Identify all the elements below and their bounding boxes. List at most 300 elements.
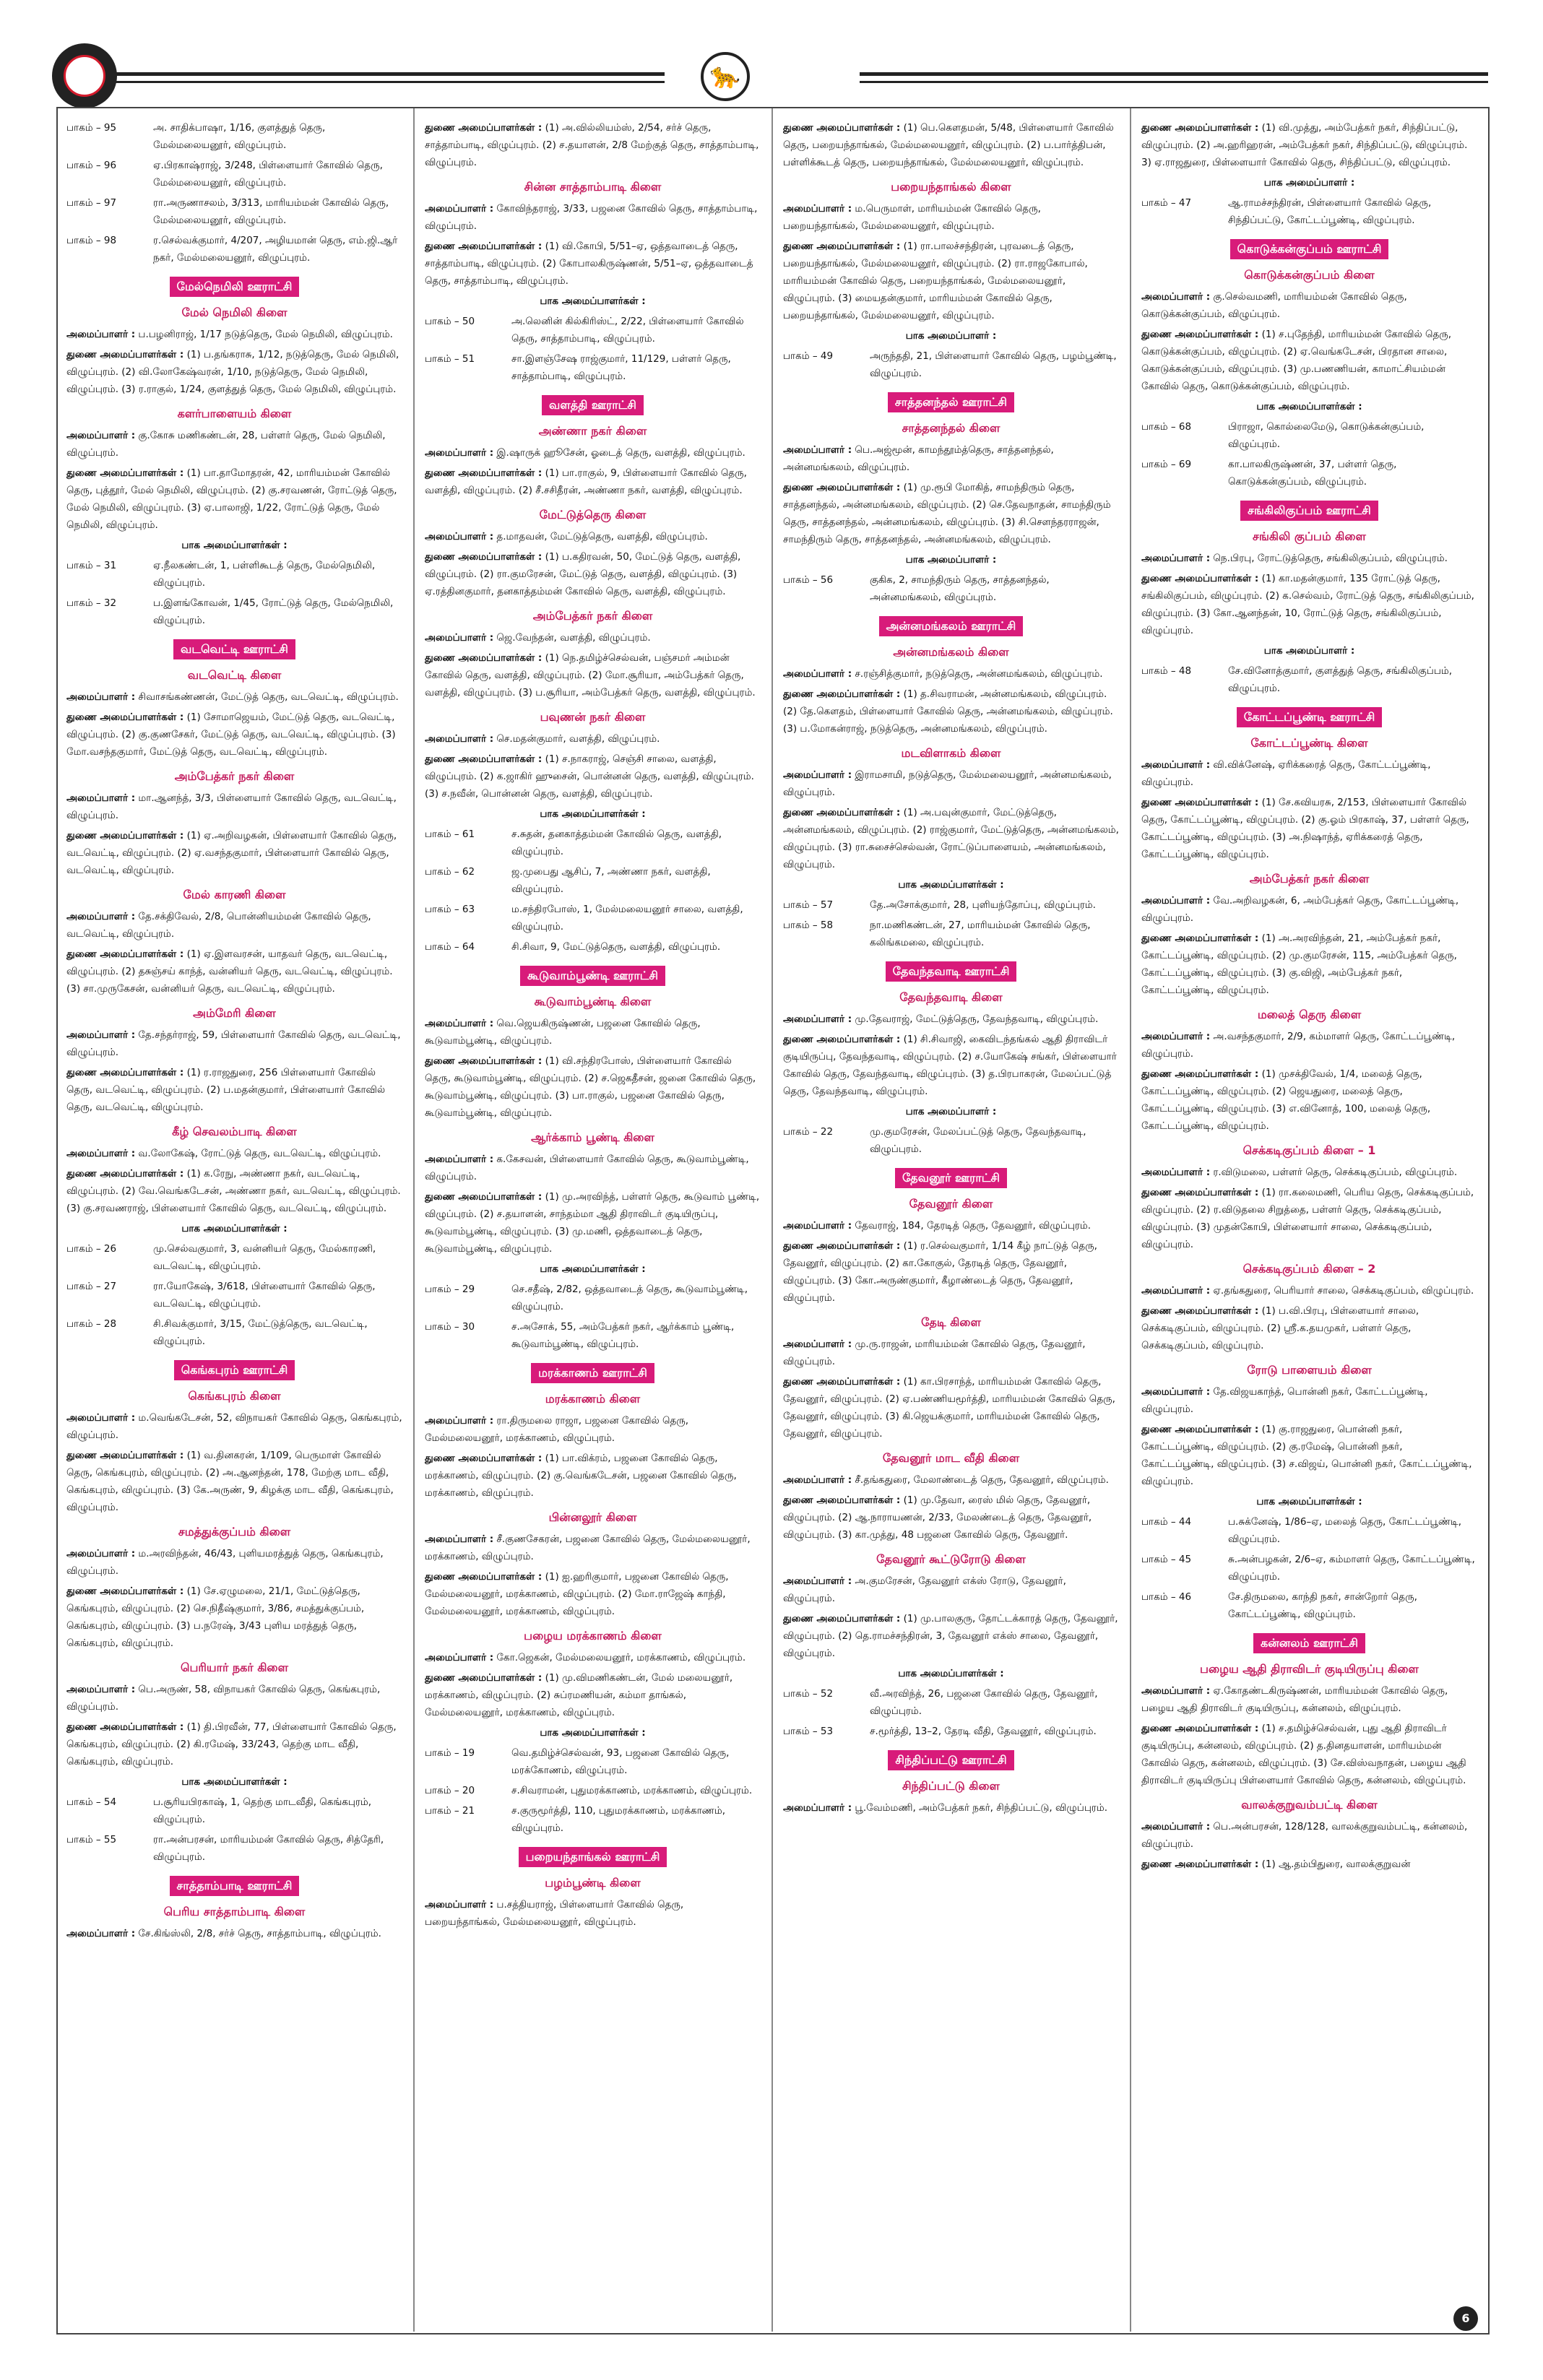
role-label: துணை அமைப்பாளர்கள் : (1141, 122, 1259, 134)
branch-heading: அண்ணா நகர் கிளை (538, 424, 647, 438)
role-label: அமைப்பாளர் : (66, 691, 136, 703)
booth-number: பாகம் – 97 (66, 197, 117, 209)
booth-organiser-address: ஏ.பிரகாஷ்ராஜ், 3/248, பிள்ளையார் கோவில் தெரு, மேல்மலையனூர், விழுப்புரம். (153, 160, 383, 189)
booth-entry (66, 557, 402, 592)
organiser-details: தேவராஜ், 184, தேரடித் தெரு, தேவனூர், விழுப்புரம். (855, 1220, 1092, 1232)
organiser-entry (425, 1568, 761, 1620)
branch-heading: அம்பேத்கர் நகர் கிளை (1249, 872, 1370, 886)
organiser-entry (783, 238, 1119, 324)
organiser-entry (1141, 1184, 1477, 1253)
booth-organiser-address: நா.மணிகண்டன், 27, மாரியம்மன் கோவில் தெரு, கலிங்கமலை, விழுப்புரம். (870, 919, 1091, 948)
booth-number: பாகம் – 63 (425, 904, 475, 915)
booth-number: பாகம் – 19 (425, 1747, 475, 1759)
booth-section-heading: பாக அமைப்பாளர் : (905, 330, 997, 342)
organiser-details: சே.கிங்ஸ்லி, 2/8, சர்ச் தெரு, சாத்தாம்பாடி, விழுப்புரம். (138, 1928, 381, 1939)
branch-heading: பறையந்தாங்கல் கிளை (891, 180, 1011, 194)
role-label: அமைப்பாளர் : (783, 668, 852, 680)
role-label: அமைப்பாளர் : (1141, 553, 1211, 564)
booth-entry (66, 194, 402, 229)
booth-entry (783, 1723, 1119, 1740)
booth-entry (1141, 1551, 1477, 1585)
organiser-entry (425, 200, 761, 235)
role-label: அமைப்பாளர் : (1141, 895, 1211, 906)
branch-heading: சங்கிலி குப்பம் கிளை (1253, 529, 1366, 543)
booth-entry (425, 901, 761, 935)
booth-number: பாகம் – 53 (783, 1726, 834, 1737)
booth-entry (425, 1281, 761, 1315)
role-label: அமைப்பாளர் : (425, 632, 494, 644)
role-label: அமைப்பாளர் : (1141, 1821, 1211, 1832)
branch-heading: அன்னமங்கலம் கிளை (893, 645, 1009, 659)
role-label: துணை அமைப்பாளர்கள் : (783, 688, 901, 700)
organiser-entry (425, 1450, 761, 1502)
organiser-details: (1) சே.ஏழுமலை, 21/1, மேட்டுத்தெரு, கெங்கபுரம், விழுப்புரம். (2) செ.நிதீஷ்குமார், 3/86, சமத்துக்குப்பம், கெங்கபுரம், விழுப்புரம். (3) ப.நரேஷ், 3/43 புளிய மரத்துத் தெரு, கெங்கபுரம், விழுப்புரம். (66, 1585, 365, 1649)
organiser-entry (783, 1217, 1119, 1234)
booth-organiser-address: ஜ.முபைது ஆசிப், 7, அண்ணா நகர், வளத்தி, விழுப்புரம். (511, 866, 711, 895)
booth-section-heading: பாக அமைப்பாளர்கள் : (1256, 1496, 1362, 1507)
organiser-details: வே.அறிவழகன், 6, அம்பேத்கர் தெரு, கோட்டப்பூண்டி, விழுப்புரம். (1141, 895, 1459, 924)
role-label: அமைப்பாளர் : (66, 1029, 136, 1041)
organiser-details: வெ.ஜெயகிருஷ்ணன், பஜனை கோவில் தெரு, கூடுவாம்பூண்டி, விழுப்புரம். (425, 1018, 701, 1047)
booth-organiser-address: ச.அசோக், 55, அம்பேத்கர் நகர், ஆர்க்காம் பூண்டி, கூடுவாம்பூண்டி, விழுப்புரம். (511, 1321, 735, 1350)
booth-entry (66, 157, 402, 191)
booth-number: பாகம் – 96 (66, 160, 117, 171)
panchayat-banner: கெங்கபுரம் ஊராட்சி (174, 1360, 295, 1380)
booth-entry (425, 1782, 761, 1799)
booth-section-heading: பாக அமைப்பாளர்கள் : (181, 540, 288, 551)
booth-organiser-address: சே.வினோத்குமார், குளத்துத் தெரு, சங்கிலிகுப்பம், விழுப்புரம். (1228, 665, 1453, 694)
organiser-entry (66, 1925, 402, 1942)
organiser-entry (1141, 1421, 1477, 1490)
branch-heading: அம்மேரி கிளை (193, 1006, 276, 1020)
organiser-entry (425, 444, 761, 462)
role-label: துணை அமைப்பாளர்கள் : (66, 1450, 184, 1461)
branch-heading: கெங்கபுரம் கிளை (188, 1389, 281, 1403)
booth-number: பாகம் – 27 (66, 1281, 117, 1292)
booth-organiser-address: சி.சிவா, 9, மேட்டுத்தெரு, வளத்தி, விழுப்புரம். (511, 941, 721, 953)
organiser-entry (1141, 1282, 1477, 1299)
organiser-entry (783, 119, 1119, 171)
booth-section-heading: பாக அமைப்பாளர்கள் : (540, 1727, 646, 1739)
organiser-details: (1) க.ரேநு, அண்ணா நகர், வடவெட்டி, விழுப்புரம். (2) வே.வெங்கடேசன், அண்ணா நகர், வடவெட்டி, விழுப்புரம். (3) கு.சரவணராஜ், பிள்ளையார் கோவில் தெரு, வடவெட்டி, விழுப்புரம். (66, 1168, 401, 1214)
branch-heading: கோட்டப்பூண்டி கிளை (1250, 736, 1368, 750)
booth-number: பாகம் – 45 (1141, 1554, 1192, 1565)
organiser-details: (1) பா.விக்ரம், பஜனை கோவில் தெரு, மரக்காணம், விழுப்புரம். (2) கு.வெங்கடேசன், பஜனை கோவில் தெரு, மரக்காணம், விழுப்புரம். (425, 1453, 737, 1499)
booth-section-heading: பாக அமைப்பாளர்கள் : (540, 295, 646, 307)
organiser-details: (1) ரா.கலைமணி, பெரிய தெரு, செக்கடிகுப்பம், விழுப்புரம். (2) ர.விடுதலை சிறுத்தை, பள்ளர் தெரு, செக்கடிகுப்பம், விழுப்புரம். (3) முதன்கோபி, பிள்ளையார் சாலை, செக்கடிகுப்பம், விழுப்புரம். (1141, 1187, 1474, 1250)
booth-organiser-address: ரா.யோகேஷ், 3/618, பிள்ளையார் கோவில் தெரு, வடவெட்டி, விழுப்புரம். (153, 1281, 376, 1310)
booth-number: பாகம் – 22 (783, 1126, 834, 1138)
organiser-details: (1) மு.அரவிந்த், பள்ளர் தெரு, கூடுவாம் பூண்டி, விழுப்புரம். (2) ச.தயாளன், சாந்தம்மா ஆதி திராவிடர் குடியிருப்பு, கூடுவாம்பூண்டி, விழுப்புரம். (3) மு.மணி, ஒத்தவாடைத் தெரு, கூடுவாம்பூண்டி, விழுப்புரம். (425, 1191, 760, 1255)
panchayat-banner: சங்கிலிகுப்பம் ஊராட்சி (1240, 501, 1378, 521)
organiser-details: மு.ரு.ராஜன், மாரியம்மன் கோவில் தெரு, தேவனூர், விழுப்புரம். (783, 1338, 1086, 1367)
booth-entry (783, 1685, 1119, 1720)
booth-number: பாகம் – 55 (66, 1834, 117, 1845)
organiser-entry (783, 1572, 1119, 1607)
branch-heading: தேடி கிளை (921, 1315, 981, 1329)
organiser-details: பெ.அருண், 58, விநாயகர் கோவில் தெரு, கெங்கபுரம், விழுப்புரம். (66, 1684, 381, 1713)
organiser-entry (783, 766, 1119, 801)
booth-number: பாகம் – 57 (783, 899, 834, 911)
organiser-entry (66, 1145, 402, 1162)
booth-section-heading: பாக அமைப்பாளர்கள் : (540, 808, 646, 820)
column-4 (1141, 119, 1477, 2319)
organiser-details: ம.அரவிந்தன், 46/43, புளியமரத்துத் தெரு, கெங்கபுரம், விழுப்புரம். (66, 1548, 384, 1577)
branch-heading: சமத்துக்குப்பம் கிளை (178, 1525, 291, 1539)
booth-number: பாகம் – 29 (425, 1284, 475, 1295)
organiser-entry (783, 1031, 1119, 1100)
organiser-entry (1141, 288, 1477, 323)
organiser-details: ப.சத்தியராஜ், பிள்ளையார் கோவில் தெரு, பறையந்தாங்கல், மேல்மலையனூர், விழுப்புரம். (425, 1899, 684, 1928)
role-label: அமைப்பாளர் : (783, 1802, 852, 1814)
organiser-details: கு.கோசு மணிகண்டன், 28, பள்ளர் தெரு, மேல் நெமிலி, விழுப்புரம். (66, 430, 386, 459)
booth-entry (66, 594, 402, 629)
role-label: துணை அமைப்பாளர்கள் : (66, 349, 184, 360)
role-label: துணை அமைப்பாளர்கள் : (66, 1585, 184, 1597)
organiser-entry (66, 688, 402, 706)
branch-heading: மரக்காணம் கிளை (545, 1392, 641, 1406)
organiser-details: (1) பெ.கௌதமன், 5/48, பிள்ளையார் கோவில் தெரு, பறையந்தாங்கல், மேல்மலையனூர், விழுப்புரம். (2) ப.பார்த்திபன், பள்ளிக்கூடத் தெரு, பறையந்தாங்கல், மேல்மலையனூர், விழுப்புரம். (783, 122, 1114, 168)
organiser-entry (783, 685, 1119, 737)
branch-heading: கூடுவாம்பூண்டி கிளை (534, 995, 652, 1008)
role-label: அமைப்பாளர் : (783, 1474, 852, 1486)
booth-entry (425, 350, 761, 385)
organiser-entry (66, 709, 402, 761)
booth-entry (1141, 456, 1477, 490)
branch-heading: சிந்திப்பட்டு கிளை (902, 1779, 1000, 1793)
organiser-entry (425, 548, 761, 600)
role-label: துணை அமைப்பாளர்கள் : (66, 1168, 184, 1180)
booth-number: பாகம் – 32 (66, 597, 117, 609)
booth-entry (783, 1123, 1119, 1158)
organiser-entry (783, 441, 1119, 476)
role-label: அமைப்பாளர் : (425, 1652, 494, 1663)
organiser-entry (783, 665, 1119, 683)
booth-number: பாகம் – 48 (1141, 665, 1192, 677)
role-label: அமைப்பாளர் : (1141, 1685, 1211, 1697)
booth-entry (783, 571, 1119, 606)
booth-entry (66, 232, 402, 267)
role-label: அமைப்பாளர் : (66, 1412, 136, 1424)
organiser-details: ஏ.கோதண்டகிருஷ்ணன், மாரியம்மன் கோவில் தெரு, பழைய ஆதி திராவிடர் குடியிருப்பு, கன்னலம், விழுப்புரம். (1141, 1685, 1448, 1714)
role-label: அமைப்பாளர் : (425, 733, 494, 745)
organiser-entry (1141, 1856, 1477, 1873)
organiser-entry (1141, 1065, 1477, 1135)
branch-heading: மேட்டுத்தெரு கிளை (539, 508, 647, 522)
organiser-details: ம.வெங்கடேசன், 52, விநாயகர் கோவில் தெரு, கெங்கபுரம், விழுப்புரம். (66, 1412, 402, 1441)
booth-number: பாகம் – 21 (425, 1805, 475, 1817)
logo-circle-icon (52, 43, 117, 108)
booth-organiser-address: ப.சூரியபிரகாஷ், 1, தெற்கு மாடவீதி, கெங்கபுரம், விழுப்புரம். (153, 1796, 372, 1825)
booth-entry (1141, 662, 1477, 697)
booth-section-heading: பாக அமைப்பாளர் : (905, 1106, 997, 1117)
column-1 (66, 119, 402, 2319)
booth-entry (1141, 1513, 1477, 1548)
booth-entry (1141, 1588, 1477, 1623)
role-label: அமைப்பாளர் : (66, 1148, 136, 1159)
organiser-details: (1) தி.பிரவீன், 77, பிள்ளையார் கோவில் தெரு, கெங்கபுரம், விழுப்புரம். (2) கி.ரமேஷ், 33/243, தெற்கு மாட வீதி, கெங்கபுரம், விழுப்புரம். (66, 1721, 397, 1767)
booth-section-heading: பாக அமைப்பாளர்கள் : (898, 879, 1004, 891)
organiser-details: ர.விடுமலை, பள்ளர் தெரு, செக்கடிகுப்பம், விழுப்புரம். (1213, 1167, 1458, 1178)
branch-heading: தேவனூர் மாட வீதி கிளை (882, 1451, 1020, 1465)
masthead (0, 0, 1543, 108)
organiser-entry (66, 1026, 402, 1061)
organiser-entry (425, 464, 761, 499)
organiser-details: தே.விஜயகாந்த், பொன்னி நகர், கோட்டப்பூண்டி, விழுப்புரம். (1141, 1386, 1428, 1415)
booth-entry (425, 1318, 761, 1353)
organiser-details: (1) ஐ.ஹரிகுமார், பஜனை கோவில் தெரு, மேல்மலையனூர், மரக்காணம், விழுப்புரம். (2) மோ.ராஜேஷ் காந்தி, மேல்மலையனூர், மரக்காணம், விழுப்புரம். (425, 1571, 729, 1617)
organiser-entry (425, 730, 761, 748)
branch-heading: பழம்பூண்டி கிளை (545, 1876, 641, 1890)
booth-organiser-address: மு.குமரேசன், மேலப்பட்டுத் தெரு, தேவந்தவாடி, விழுப்புரம். (870, 1126, 1086, 1155)
organiser-entry (425, 1188, 761, 1258)
organiser-details: ரா.திருமலை ராஜா, பஜனை கோவில் தெரு, மேல்மலையனூர், மரக்காணம், விழுப்புரம். (425, 1415, 689, 1444)
organiser-details: க.கேசவன், பிள்ளையார் கோவில் தெரு, கூடுவாம்பூண்டி, விழுப்புரம். (425, 1154, 749, 1182)
organiser-details: (1) மு.ரூபி மோகித், சாமந்திரும் தெரு, சாத்தனந்தல், அன்னமங்கலம், விழுப்புரம். (2) செ.தேவநாதன், சாமந்திரும் தெரு, சாத்தனந்தல், அன்னமங்கலம், விழுப்புரம். (3) சி.செளந்தரராஜன், சாமந்திரும் தெரு, சாத்தனந்தல், அன்னமங்கலம், விழுப்புரம். (783, 482, 1111, 545)
panchayat-banner: வடவெட்டி ஊராட்சி (173, 639, 295, 659)
panchayat-banner: பறையந்தாங்கல் ஊராட்சி (519, 1847, 667, 1867)
booth-organiser-address: அ. சாதிக்பாஷா, 1/16, குளத்துத் தெரு, மேல்மலையனூர், விழுப்புரம். (153, 122, 326, 151)
booth-organiser-address: வீ.அரவிந்த், 26, பஜனை கோவில் தெரு, தேவனூர், விழுப்புரம். (870, 1688, 1098, 1717)
organiser-details: (1) ப.தங்கராசு, 1/12, நடுத்தெரு, மேல் நெமிலி, விழுப்புரம். (2) வி.லோகேஷ்வரன், 1/10, நடுத்தெரு, மேல் நெமிலி, விழுப்புரம். (3) ர.ராகுல், 1/24, குளத்துத் தெரு, மேல் நெமிலி, விழுப்புரம். (66, 349, 399, 395)
role-label: அமைப்பாளர் : (66, 1928, 136, 1939)
organiser-details: பெ.அன்பரசன், 128/128, வாலக்குறுவம்பட்டி, கன்னலம், விழுப்புரம். (1141, 1821, 1468, 1850)
booth-number: பாகம் – 68 (1141, 421, 1192, 433)
booth-number: பாகம் – 98 (66, 235, 117, 246)
organiser-details: (1) ர.செல்வகுமார், 1/14 கீழ் நாட்டுத் தெரு, தேவனூர், விழுப்புரம். (2) கா.கோகுல், தேரடித் தெரு, தேவனூர், விழுப்புரம். (3) கோ.அருண்குமார், கீழாண்டைத் தெரு, தேவனூர், விழுப்புரம். (783, 1240, 1097, 1304)
booth-organiser-address: ச.சிவராமன், புதுமரக்காணம், மரக்காணம், விழுப்புரம். (511, 1785, 753, 1796)
branch-heading: பெரிய சாத்தாம்பாடி கிளை (163, 1905, 306, 1918)
booth-number: பாகம் – 44 (1141, 1516, 1192, 1528)
role-label: துணை அமைப்பாளர்கள் : (783, 807, 901, 818)
branch-heading: அம்பேத்கர் நகர் கிளை (532, 609, 653, 623)
panchayat-banner: சிந்திப்பட்டு ஊராட்சி (888, 1750, 1013, 1770)
role-label: துணை அமைப்பாளர்கள் : (1141, 329, 1259, 340)
organiser-details: இராமசாமி, நடுத்தெரு, மேல்மலையனூர், அன்னமங்கலம், விழுப்புரம். (783, 769, 1112, 798)
organiser-entry (1141, 1818, 1477, 1853)
booth-number: பாகம் – 51 (425, 353, 475, 365)
role-label: அமைப்பாளர் : (425, 203, 494, 215)
branch-heading: களர்பாளையம் கிளை (177, 407, 292, 420)
booth-entry (1141, 194, 1477, 229)
role-label: அமைப்பாளர் : (1141, 1285, 1211, 1297)
role-label: அமைப்பாளர் : (66, 329, 136, 340)
branch-heading: பின்னலூர் கிளை (548, 1510, 637, 1524)
role-label: துணை அமைப்பாளர்கள் : (1141, 932, 1259, 944)
organiser-details: மா.ஆனந்த், 3/3, பிள்ளையார் கோவில் தெரு, வடவெட்டி, விழுப்புரம். (66, 792, 397, 821)
organiser-details: (1) மு.பாலகுரு, தோட்டக்காரத் தெரு, தேவனூர், விழுப்புரம். (2) தெ.ராமச்சந்திரன், 3, தேவனூர் எக்ஸ் சாலை, தேவனூர், விழுப்புரம். (783, 1613, 1118, 1659)
organiser-details: (1) வி.கோபி, 5/51–ஏ, ஒத்தவாடைத் தெரு, சாத்தாம்பாடி, விழுப்புரம். (2) கோபாலகிருஷ்ணன், 5/51–ஏ, ஒத்தவாடைத் தெரு, சாத்தாம்பாடி, விழுப்புரம். (425, 241, 753, 287)
organiser-entry (425, 119, 761, 171)
booth-entry (1141, 418, 1477, 453)
branch-heading: சின்ன சாத்தாம்பாடி கிளை (524, 180, 662, 194)
organiser-entry (783, 1471, 1119, 1489)
organiser-entry (66, 1718, 402, 1770)
organiser-entry (66, 1447, 402, 1516)
role-label: அமைப்பாளர் : (783, 444, 852, 456)
booth-entry (425, 863, 761, 898)
booth-number: பாகம் – 28 (66, 1318, 117, 1330)
organiser-details: மு.தேவராஜ், மேட்டுத்தெரு, தேவந்தவாடி, விழுப்புரம். (855, 1013, 1099, 1025)
booth-section-heading: பாக அமைப்பாளர்கள் : (181, 1776, 288, 1788)
organiser-details: (1) வி.சந்திரபோஸ், பிள்ளையார் கோவில் தெரு, கூடுவாம்பூண்டி, விழுப்புரம். (2) ச.ஜெகதீசன், ஜனை கோவில் தெரு, கூடுவாம்பூண்டி, விழுப்புரம். (3) பா.ராகுல், பஜனை கோவில் தெரு, கூடுவாம்பூண்டி, விழுப்புரம். (425, 1055, 756, 1119)
booth-organiser-address: ஆ.ராமச்சந்திரன், பிள்ளையார் கோவில் தெரு, சிந்திப்பட்டு, கோட்டப்பூண்டி, விழுப்புரம். (1228, 197, 1432, 226)
booth-entry (783, 347, 1119, 382)
branch-heading: கீழ் செவலம்பாடி கிளை (172, 1125, 297, 1138)
organiser-entry (66, 464, 402, 534)
role-label: துணை அமைப்பாளர்கள் : (425, 1191, 543, 1203)
role-label: துணை அமைப்பாளர்கள் : (66, 467, 184, 479)
organiser-entry (783, 1610, 1119, 1662)
organiser-details: (1) ர.ராஜதுரை, 256 பிள்ளையார் கோவில் தெரு, வடவெட்டி, விழுப்புரம். (2) ப.மதன்குமார், பிள்ளையார் கோவில் தெரு, வடவெட்டி, விழுப்புரம். (66, 1067, 386, 1113)
role-label: துணை அமைப்பாளர்கள் : (425, 753, 543, 765)
organiser-entry (425, 1015, 761, 1050)
organiser-details: (1) மு.தேவா, ரைஸ் மில் தெரு, தேவனூர், விழுப்புரம். (2) ஆ.நாராயணன், 2/33, மேலண்டைத் தெரு, தேவனூர், விழுப்புரம். (3) கா.முத்து, 48 பஜனை கோவில் தெரு, தேவனூர். (783, 1494, 1092, 1541)
organiser-details: அ.வசந்தகுமார், 2/9, கம்மாளர் தெரு, கோட்டப்பூண்டி, விழுப்புரம். (1141, 1031, 1456, 1060)
organiser-details: தே.சந்தர்ராஜ், 59, பிள்ளையார் கோவில் தெரு, வடவெட்டி, விழுப்புரம். (66, 1029, 401, 1058)
organiser-entry (425, 750, 761, 802)
role-label: அமைப்பாளர் : (66, 792, 136, 804)
organiser-details: (1) பா.தாமோதரன், 42, மாரியம்மன் கோவில் தெரு, புத்தூர், மேல் நெமிலி, விழுப்புரம். (2) கு.சரவணன், ரோட்டுத் தெரு, மேல் நெமிலி, விழுப்புரம். (3) ஏ.பாலாஜி, 1/22, ரோட்டுத் தெரு, மேல் நெமிலி, விழுப்புரம். (66, 467, 397, 531)
organiser-details: கோவிந்தராஜ், 3/33, பஜனை கோவில் தெரு, சாத்தாம்பாடி, விழுப்புரம். (425, 203, 758, 232)
role-label: துணை அமைப்பாளர்கள் : (1141, 1424, 1259, 1435)
booth-organiser-address: ர.செல்வக்குமார், 4/207, அழியமான் தெரு, எம்.ஜி.ஆர் நகர், மேல்மலையனூர், விழுப்புரம். (153, 235, 398, 264)
organiser-entry (425, 1412, 761, 1447)
branch-heading: மேல் காரணி கிளை (183, 888, 286, 901)
masthead-rule-left-lower (101, 81, 665, 83)
role-label: அமைப்பாளர் : (1141, 291, 1211, 303)
organiser-details: தே.சக்திவேல், 2/8, பொன்னியம்மன் கோவில் தெரு, வடவெட்டி, விழுப்புரம். (66, 911, 371, 940)
organiser-details: (1) முசக்திவேல், 1/4, மலைத் தெரு, கோட்டப்பூண்டி, விழுப்புரம். (2) ஜெயதுரை, மலைத் தெரு, கோட்டப்பூண்டி, விழுப்புரம். (3) எ.வினோத், 100, மலைத் தெரு, கோட்டப்பூண்டி, விழுப்புரம். (1141, 1068, 1431, 1132)
organiser-entry (1141, 550, 1477, 567)
role-label: அமைப்பாளர் : (425, 1533, 494, 1545)
organiser-entry (1141, 892, 1477, 927)
role-label: அமைப்பாளர் : (425, 531, 494, 542)
branch-heading: செக்கடிகுப்பம் கிளை – 1 (1242, 1143, 1376, 1157)
organiser-details: (1) ப.வி.பிரபு, பிள்ளையார் சாலை, செக்கடிகுப்பம், விழுப்புரம். (2) ஸ்ரீ.க.தயமுகர், பள்ளர் தெரு, செக்கடிகுப்பம், விழுப்புரம். (1141, 1305, 1419, 1351)
organiser-details: பூ.வேம்மணி, அம்பேத்கர் நகர், சிந்திப்பட்டு, விழுப்புரம். (855, 1802, 1107, 1814)
role-label: துணை அமைப்பாளர்கள் : (1141, 573, 1259, 584)
booth-organiser-address: ப.சுக்னேஷ், 1/86–ஏ, மலைத் தெரு, கோட்டப்பூண்டி, விழுப்புரம். (1228, 1516, 1462, 1545)
organiser-entry (66, 789, 402, 824)
role-label: அமைப்பாளர் : (425, 1899, 494, 1911)
booth-organiser-address: ரா.அருணாசலம், 3/313, மாரியம்மன் கோவில் தெரு, மேல்மலையனூர், விழுப்புரம். (153, 197, 389, 226)
role-label: அமைப்பாளர் : (425, 447, 494, 459)
booth-organiser-address: ச.குருமூர்த்தி, 110, புதுமரக்காணம், மரக்காணம், விழுப்புரம். (511, 1805, 726, 1834)
organiser-details: (1) ரா.பாலச்சந்திரன், புரவடைத் தெரு, பறையந்தாங்கல், மேல்மலையனூர், விழுப்புரம். (2) ரா.ராஜகோபால், மாரியம்மன் கோவில் தெரு, பறையந்தாங்கல், மேல்மலையனூர், விழுப்புரம். (3) மையதன்குமார், மாரியம்மன் கோவில் தெரு, பறையந்தாங்கல், மேல்மலையனூர், விழுப்புரம். (783, 241, 1088, 321)
branch-heading: வடவெட்டி கிளை (187, 668, 282, 682)
role-label: துணை அமைப்பாளர்கள் : (66, 948, 184, 960)
organiser-details: சீ.தங்கதுரை, மேலாண்டைத் தெரு, தேவனூர், விழுப்புரம். (855, 1474, 1109, 1486)
booth-section-heading: பாக அமைப்பாளர்கள் : (898, 1668, 1004, 1679)
role-label: துணை அமைப்பாளர்கள் : (783, 1240, 901, 1252)
booth-organiser-address: பிராஜா, கொல்லைமேடு, கொடுக்கன்குப்பம், விழுப்புரம். (1228, 421, 1425, 450)
organiser-entry (66, 1165, 402, 1217)
organiser-entry (425, 1531, 761, 1565)
booth-number: பாகம் – 54 (66, 1796, 117, 1808)
role-label: அமைப்பாளர் : (66, 911, 136, 922)
organiser-details: இ.ஷாருக் ஹூசேன், ஓடைத் தெரு, வளத்தி, விழுப்புரம். (496, 447, 745, 459)
booth-number: பாகம் – 47 (1141, 197, 1192, 209)
organiser-entry (425, 238, 761, 290)
booth-organiser-address: ச.மூர்த்தி, 13–2, தேரடி வீதி, தேவனூர், விழுப்புரம். (870, 1726, 1097, 1737)
branch-heading: பெரியார் நகர் கிளை (181, 1661, 288, 1674)
role-label: துணை அமைப்பாளர்கள் : (66, 1067, 184, 1078)
role-label: துணை அமைப்பாளர்கள் : (425, 1571, 543, 1583)
organiser-entry (783, 804, 1119, 873)
booth-number: பாகம் – 69 (1141, 459, 1192, 470)
organiser-details: (1) ச.புதேந்தி, மாரியம்மன் கோவில் தெரு, கொடுக்கன்குப்பம், விழுப்புரம். (2) ஏ.வெங்கடேசன், பிரதான சாலை, கொடுக்கன்குப்பம், விழுப்புரம். (3) மு.பணணியன், காமாட்சியம்மன் கோவில் தெரு, கொடுக்கன்குப்பம், விழுப்புரம். (1141, 329, 1452, 392)
booth-organiser-address: ப.இளங்கோவன், 1/45, ரோட்டுத் தெரு, மேல்நெமிலி, விழுப்புரம். (153, 597, 394, 626)
role-label: துணை அமைப்பாளர்கள் : (1141, 1305, 1259, 1317)
booth-number: பாகம் – 64 (425, 941, 475, 953)
booth-entry (66, 1240, 402, 1275)
organiser-details: (1) ஆ.தம்பிதுரை, வாலக்குறுவன் (1261, 1858, 1411, 1870)
role-label: அமைப்பாளர் : (783, 203, 852, 215)
organiser-details: வ.லோகேஷ், ரோட்டுத் தெரு, வடவெட்டி, விழுப்புரம். (138, 1148, 381, 1159)
organiser-entry (1141, 1028, 1477, 1063)
role-label: அமைப்பாளர் : (1141, 1031, 1211, 1042)
booth-organiser-address: ம.சந்திரபோஸ், 1, மேல்மலையனூர் சாலை, வளத்தி, விழுப்புரம். (511, 904, 743, 932)
branch-heading: சாத்தனந்தல் கிளை (902, 421, 1000, 435)
organiser-details: (1) கா.மதன்குமார், 135 ரோட்டுத் தெரு, சங்கிலிகுப்பம், விழுப்புரம். (2) க.செல்வம், ரோட்டுத் தெரு, சங்கிலிகுப்பம், விழுப்புரம். (3) கோ.ஆனந்தன், 10, ரோட்டுத் தெரு, சங்கிலிகுப்பம், விழுப்புரம். (1141, 573, 1474, 636)
booth-entry (66, 1793, 402, 1828)
booth-entry (425, 938, 761, 956)
party-emblem-icon: 🐆 (701, 52, 750, 101)
role-label: துணை அமைப்பாளர்கள் : (425, 1453, 543, 1464)
organiser-details: (1) வி.முத்து, அம்பேத்கர் நகர், சிந்திப்பட்டு, விழுப்புரம். (2) அ.ஹரிஹரன், அம்பேத்கர் நகர், சிந்திப்பட்டு, விழுப்புரம். 3) ஏ.ராஜதுரை, பிள்ளையார் கோவில் தெரு, சிந்திப்பட்டு, விழுப்புரம். (1141, 122, 1468, 168)
booth-entry (425, 1744, 761, 1779)
organiser-entry (783, 1492, 1119, 1544)
role-label: அமைப்பாளர் : (783, 1338, 852, 1350)
booth-entry (425, 826, 761, 860)
role-label: துணை அமைப்பாளர்கள் : (425, 652, 543, 664)
branch-heading: தேவந்தவாடி கிளை (899, 990, 1003, 1004)
role-label: துணை அமைப்பாளர்கள் : (66, 1721, 184, 1733)
branch-heading: ஆர்க்காம் பூண்டி கிளை (531, 1130, 654, 1144)
column-2 (425, 119, 761, 2319)
role-label: துணை அமைப்பாளர்கள் : (783, 482, 901, 493)
role-label: துணை அமைப்பாளர்கள் : (783, 122, 901, 134)
organiser-details: (1) ச.நாகராஜ், செஞ்சி சாலை, வளத்தி, விழுப்புரம். (2) க.ஜாகிர் ஹுசைன், பொன்னன் தெரு, வளத்தி, விழுப்புரம். (3) ச.நவீன், பொன்னன் தெரு, வளத்தி, விழுப்புரம். (425, 753, 754, 800)
organiser-entry (66, 1064, 402, 1116)
organiser-entry (1141, 326, 1477, 395)
organiser-entry (66, 1545, 402, 1580)
organiser-entry (66, 1681, 402, 1715)
panchayat-banner: கோட்டப்பூண்டி ஊராட்சி (1237, 707, 1383, 727)
role-label: அமைப்பாளர் : (783, 1575, 852, 1587)
organiser-entry (66, 827, 402, 879)
panchayat-banner: தேவந்தவாடி ஊராட்சி (886, 961, 1017, 982)
organiser-entry (783, 1011, 1119, 1028)
organiser-details: (1) ஏ.இளவரசன், யாதவர் தெரு, வடவெட்டி, விழுப்புரம். (2) தசுஞ்சய் காந்த், வன்னியர் தெரு, வடவெட்டி, விழுப்புரம். (3) சா.முருகேசன், வன்னியர் தெரு, வடவெட்டி, விழுப்புரம். (66, 948, 393, 995)
organiser-details: (1) வ.தினகரன், 1/109, பெருமாள் கோவில் தெரு, கெங்கபுரம், விழுப்புரம். (2) அ.ஆனந்தன், 178, மேற்கு மாட வீதி, கெங்கபுரம், விழுப்புரம். (3) கே.அருண், 9, கிழக்கு மாட வீதி, கெங்கபுரம், விழுப்புரம். (66, 1450, 394, 1513)
organiser-entry (1141, 1383, 1477, 1418)
branch-heading: செக்கடிகுப்பம் கிளை – 2 (1242, 1262, 1376, 1276)
organiser-entry (425, 1052, 761, 1122)
organiser-details: (1) ச.தமிழ்ச்செல்வன், புது ஆதி திராவிடர் குடியிருப்பு, கன்னலம், விழுப்புரம். (2) த.தினதயாளன், மாரியம்மன் கோவில் தெரு, கன்னலம், விழுப்புரம். (3) சே.விஸ்வநாதன், பழைய ஆதி திராவிடர் குடியிருப்பு பிள்ளையார் கோவில் தெரு, கன்னலம், விழுப்புரம். (1141, 1723, 1466, 1786)
panchayat-banner: கொடுக்கன்குப்பம் ஊராட்சி (1230, 239, 1389, 259)
organiser-entry (783, 200, 1119, 235)
role-label: துணை அமைப்பாளர்கள் : (1141, 1187, 1259, 1198)
organiser-details: (1) ஏ.அறிவழகன், பிள்ளையார் கோவில் தெரு, வடவெட்டி, விழுப்புரம். (2) ஏ.வசந்தகுமார், பிள்ளையார் கோவில் தெரு, வடவெட்டி, விழுப்புரம். (66, 830, 397, 876)
booth-organiser-address: சு.அன்பழகன், 2/6–ஏ, கம்மாளர் தெரு, கோட்டப்பூண்டி, விழுப்புரம். (1228, 1554, 1475, 1583)
booth-number: பாகம் – 58 (783, 919, 834, 931)
organiser-entry (1141, 1720, 1477, 1789)
role-label: அமைப்பாளர் : (1141, 1386, 1211, 1398)
booth-number: பாகம் – 26 (66, 1243, 117, 1255)
organiser-entry (425, 528, 761, 545)
